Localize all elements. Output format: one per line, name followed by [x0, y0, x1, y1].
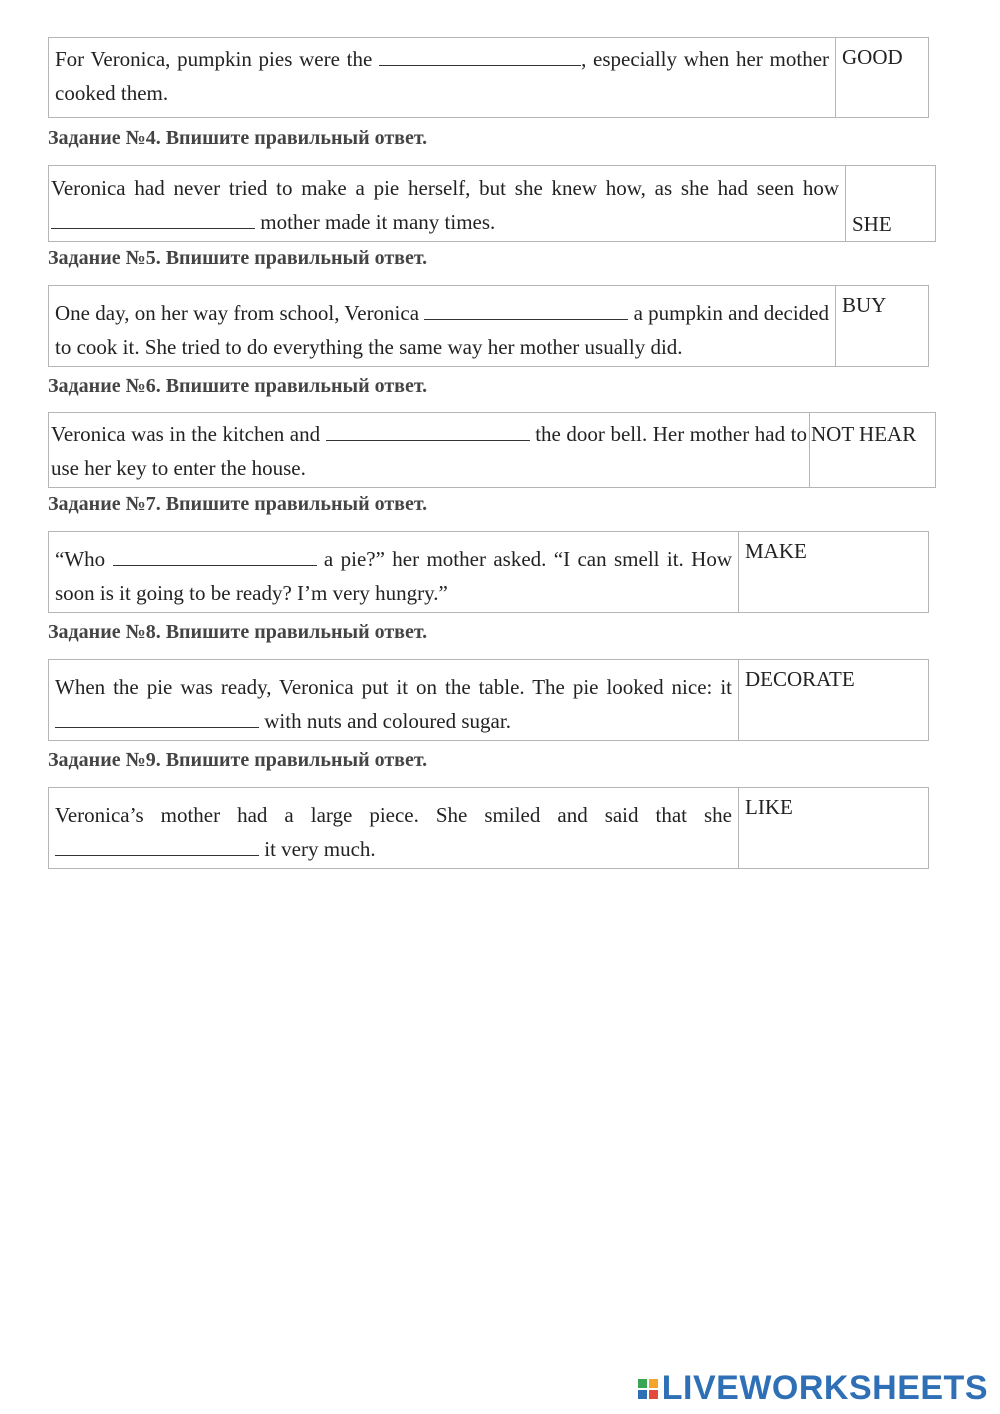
task-row-3	[48, 37, 929, 118]
task-sentence	[49, 38, 836, 118]
task-row-8	[48, 659, 929, 741]
answer-blank[interactable]	[326, 422, 530, 441]
sentence-end: mother made it many times.	[255, 210, 496, 234]
sentence-end: a pumpkin and decided to cook it. She tried to do everything the same way her mother usually did.	[55, 301, 830, 359]
task-sentence	[49, 286, 836, 367]
answer-blank[interactable]	[379, 47, 581, 66]
liveworksheets-logo	[638, 1369, 988, 1408]
task-row-5	[48, 285, 929, 367]
sentence-start: Veronica’s mother had a large piece. She smiled and said that she	[55, 803, 732, 827]
sentence-start: For Veronica, pumpkin pies were the	[55, 47, 380, 71]
task-row-4	[48, 165, 936, 242]
task-sentence	[49, 532, 739, 613]
sentence-start: Veronica was in the kitchen and	[51, 422, 326, 446]
logo-square	[638, 1390, 647, 1399]
task-row-9	[48, 787, 929, 869]
sentence-start: Veronica had never tried to make a pie herself, but she knew how, as she had seen how	[51, 176, 839, 200]
task-heading-9: Задание №9. Впишите правильный ответ.	[48, 749, 428, 771]
task-heading-7: Задание №7. Впишите правильный ответ.	[48, 493, 428, 515]
sentence-start: One day, on her way from school, Veronica	[55, 301, 425, 325]
task-sentence	[49, 660, 739, 741]
task-heading-4: Задание №4. Впишите правильный ответ.	[48, 127, 428, 149]
task-row-7	[48, 531, 929, 613]
sentence-end: it very much.	[259, 837, 376, 861]
sentence-start: When the pie was ready, Veronica put it on the table. The pie looked nice: it	[55, 675, 732, 699]
task-row-6	[48, 412, 936, 488]
answer-blank[interactable]	[51, 210, 255, 229]
task-heading-6: Задание №6. Впишите правильный ответ.	[48, 375, 428, 397]
base-word: LIKE	[739, 788, 929, 869]
sentence-end: , especially when her mother cooked them.	[55, 47, 830, 105]
sentence-end: with nuts and coloured sugar.	[259, 709, 511, 733]
task-sentence	[49, 788, 739, 869]
base-word: SHE	[846, 166, 936, 242]
logo-text: LIVEWORKSHEETS	[661, 1369, 988, 1407]
liveworksheets-logo-icon	[638, 1379, 658, 1399]
base-word: GOOD	[836, 38, 929, 118]
answer-blank[interactable]	[55, 837, 259, 856]
answer-blank[interactable]	[55, 709, 259, 728]
task-heading-8: Задание №8. Впишите правильный ответ.	[48, 621, 428, 643]
sentence-end: the door bell. Her mother had to use her key to enter the house.	[51, 422, 807, 480]
logo-square	[649, 1390, 658, 1399]
task-sentence	[49, 166, 846, 242]
base-word: NOT HEAR	[810, 413, 936, 488]
logo-square	[638, 1379, 647, 1388]
sentence-start: “Who	[55, 547, 113, 571]
sentence-end: a pie?” her mother asked. “I can smell it. How soon is it going to be ready? I’m very hungry.”	[55, 547, 732, 605]
base-word: DECORATE	[739, 660, 929, 741]
logo-square	[649, 1379, 658, 1388]
task-sentence	[49, 413, 810, 488]
base-word: BUY	[836, 286, 929, 367]
base-word: MAKE	[739, 532, 929, 613]
task-heading-5: Задание №5. Впишите правильный ответ.	[48, 247, 428, 269]
answer-blank[interactable]	[113, 547, 317, 566]
answer-blank[interactable]	[424, 301, 628, 320]
